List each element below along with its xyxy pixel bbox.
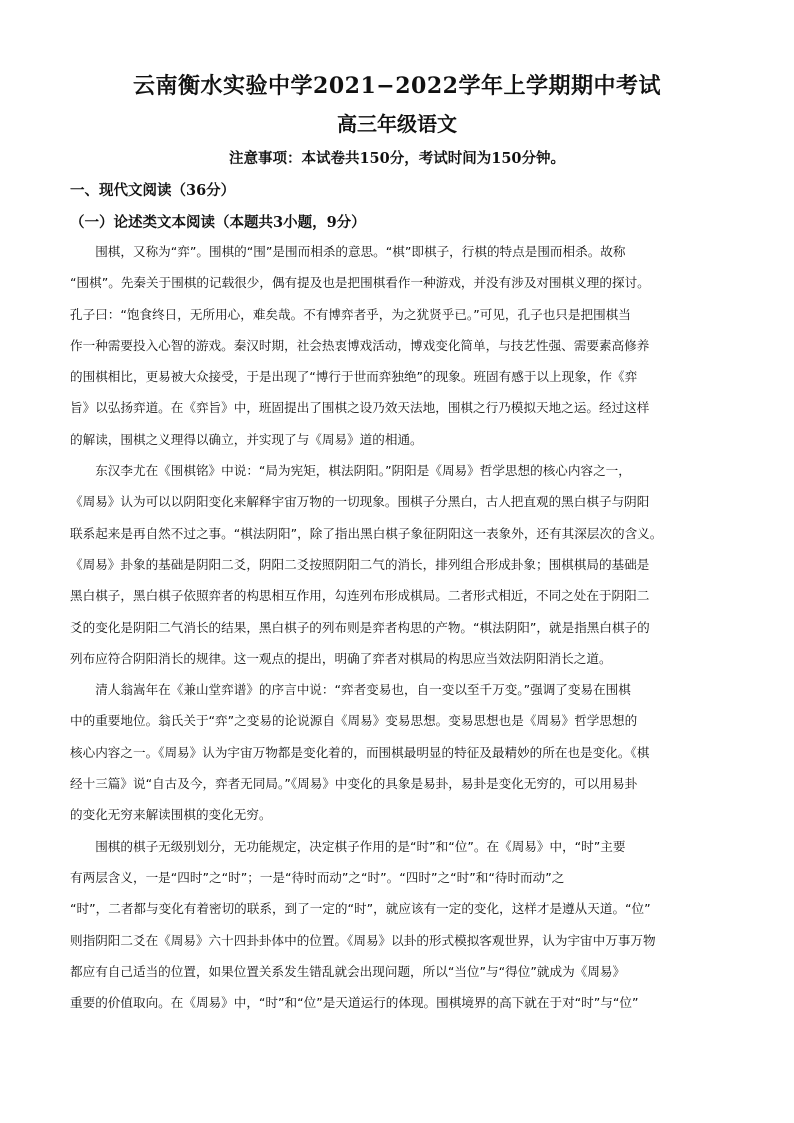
passage-line: 的围棋相比，更易被大众接受，于是出现了“博行于世而弈独绝”的现象。班固有感于以上现象，作《弈 — [70, 369, 638, 385]
passage-line: 《周易》卦象的基础是阴阳二爻，阴阳二爻按照阴阳二气的消长，排列组合形成卦象；围棋棋局的基础是 — [70, 556, 650, 572]
passage-line: 爻的变化是阴阳二气消长的结果，黑白棋子的列布则是弈者构思的产物。“棋法阴阳”，就是指黑白棋子的 — [70, 619, 650, 635]
passage-line: 则指阴阳二爻在《周易》六十四卦卦体中的位置。《周易》以卦的形式模拟客观世界，认为宇宙中万事万物 — [70, 932, 656, 948]
passage-line: 都应有自己适当的位置，如果位置关系发生错乱就会出现问题，所以“当位”与“得位”就成为《周易》 — [70, 963, 626, 979]
passage-line: 东汉李尤在《围棋铭》中说：“局为宪矩，棋法阴阳。”阴阳是《周易》哲学思想的核心内容之一， — [70, 463, 631, 479]
passage-line: 围棋的棋子无级别划分，无功能规定，决定棋子作用的是“时”和“位”。在《周易》中，“时”主要 — [70, 838, 626, 854]
passage-line: 孔子曰：“饱食终日，无所用心，难矣哉。不有博弈者乎，为之犹贤乎已。”可见，孔子也只是把围棋当 — [70, 306, 631, 322]
passage-line: 有两层含义，一是“四时”之“时”；一是“待时而动”之“时”。“四时”之“时”和“待时而动”之 — [70, 869, 565, 885]
passage-line: 旨》以弘扬弈道。在《弈旨》中，班固提出了围棋之设乃效天法地，围棋之行乃模拟天地之运。经过这样 — [70, 400, 650, 416]
passage-line: 的解读，围棋之义理得以确立，并实现了与《周易》道的相通。 — [70, 431, 423, 447]
passage-line: 作一种需要投入心智的游戏。秦汉时期，社会热衷博戏活动，博戏变化简单，与技艺性强、需要素高修养 — [70, 337, 650, 353]
exam-notice: 注意事项：本试卷共150分，考试时间为150分钟。 — [228, 150, 566, 167]
passage-line: 列布应符合阴阳消长的规律。这一观点的提出，明确了弈者对棋局的构思应当效法阴阳消长之道。 — [70, 650, 612, 666]
passage-line: “时”，二者都与变化有着密切的联系，到了一定的“时”，就应该有一定的变化，这样才是遵从天道。“位” — [70, 901, 651, 917]
passage-line: 联系起来是再自然不过之事。“棋法阴阳”，除了指出黑白棋子象征阴阳这一表象外，还有其深层次的含义。 — [70, 525, 663, 541]
reading-passage — [70, 236, 726, 1018]
passage-line: 重要的价值取向。在《周易》中，“时”和“位”是天道运行的体现。围棋境界的高下就在于对“时”与“位” — [70, 995, 639, 1011]
passage-line: 黑白棋子，黑白棋子依照弈者的构思相互作用，勾连列布形成棋局。二者形式相近，不同之处在于阴阳二 — [70, 588, 650, 604]
subsection-heading: （一）论述类文本阅读（本题共3小题，9分） — [70, 214, 366, 231]
passage-line: “围棋”。先秦关于围棋的记载很少，偶有提及也是把围棋看作一种游戏，并没有涉及对围棋义理的探讨。 — [70, 275, 650, 291]
passage-line: 《周易》认为可以以阴阳变化来解释宇宙万物的一切现象。围棋子分黑白，古人把直观的黑白棋子与阴阳 — [70, 494, 650, 510]
passage-line: 清人翁嵩年在《兼山堂弈谱》的序言中说：“弈者变易也，自一变以至千万变。”强调了变易在围棋 — [70, 682, 631, 698]
passage-line: 中的重要地位。翁氏关于“弈”之变易的论说源自《周易》变易思想。变易思想也是《周易》哲学思想的 — [70, 713, 638, 729]
exam-subtitle: 高三年级语文 — [337, 112, 457, 136]
exam-title: 云南衡水实验中学2021−2022学年上学期期中考试 — [133, 73, 661, 99]
section-heading: 一、现代文阅读（36分） — [70, 182, 236, 199]
passage-line: 围棋，又称为“弈”。围棋的“围”是围而相杀的意思。“棋”即棋子，行棋的特点是围而相杀。故称 — [70, 244, 626, 259]
passage-line: 核心内容之一。《周易》认为宇宙万物都是变化着的，而围棋最明显的特征及最精妙的所在也是变化。《棋 — [70, 744, 650, 760]
passage-line: 的变化无穷来解读围棋的变化无穷。 — [70, 807, 272, 823]
passage-line: 经十三篇》说“自古及今，弈者无同局。”《周易》中变化的具象是易卦，易卦是变化无穷的，可以用易卦 — [70, 776, 638, 792]
